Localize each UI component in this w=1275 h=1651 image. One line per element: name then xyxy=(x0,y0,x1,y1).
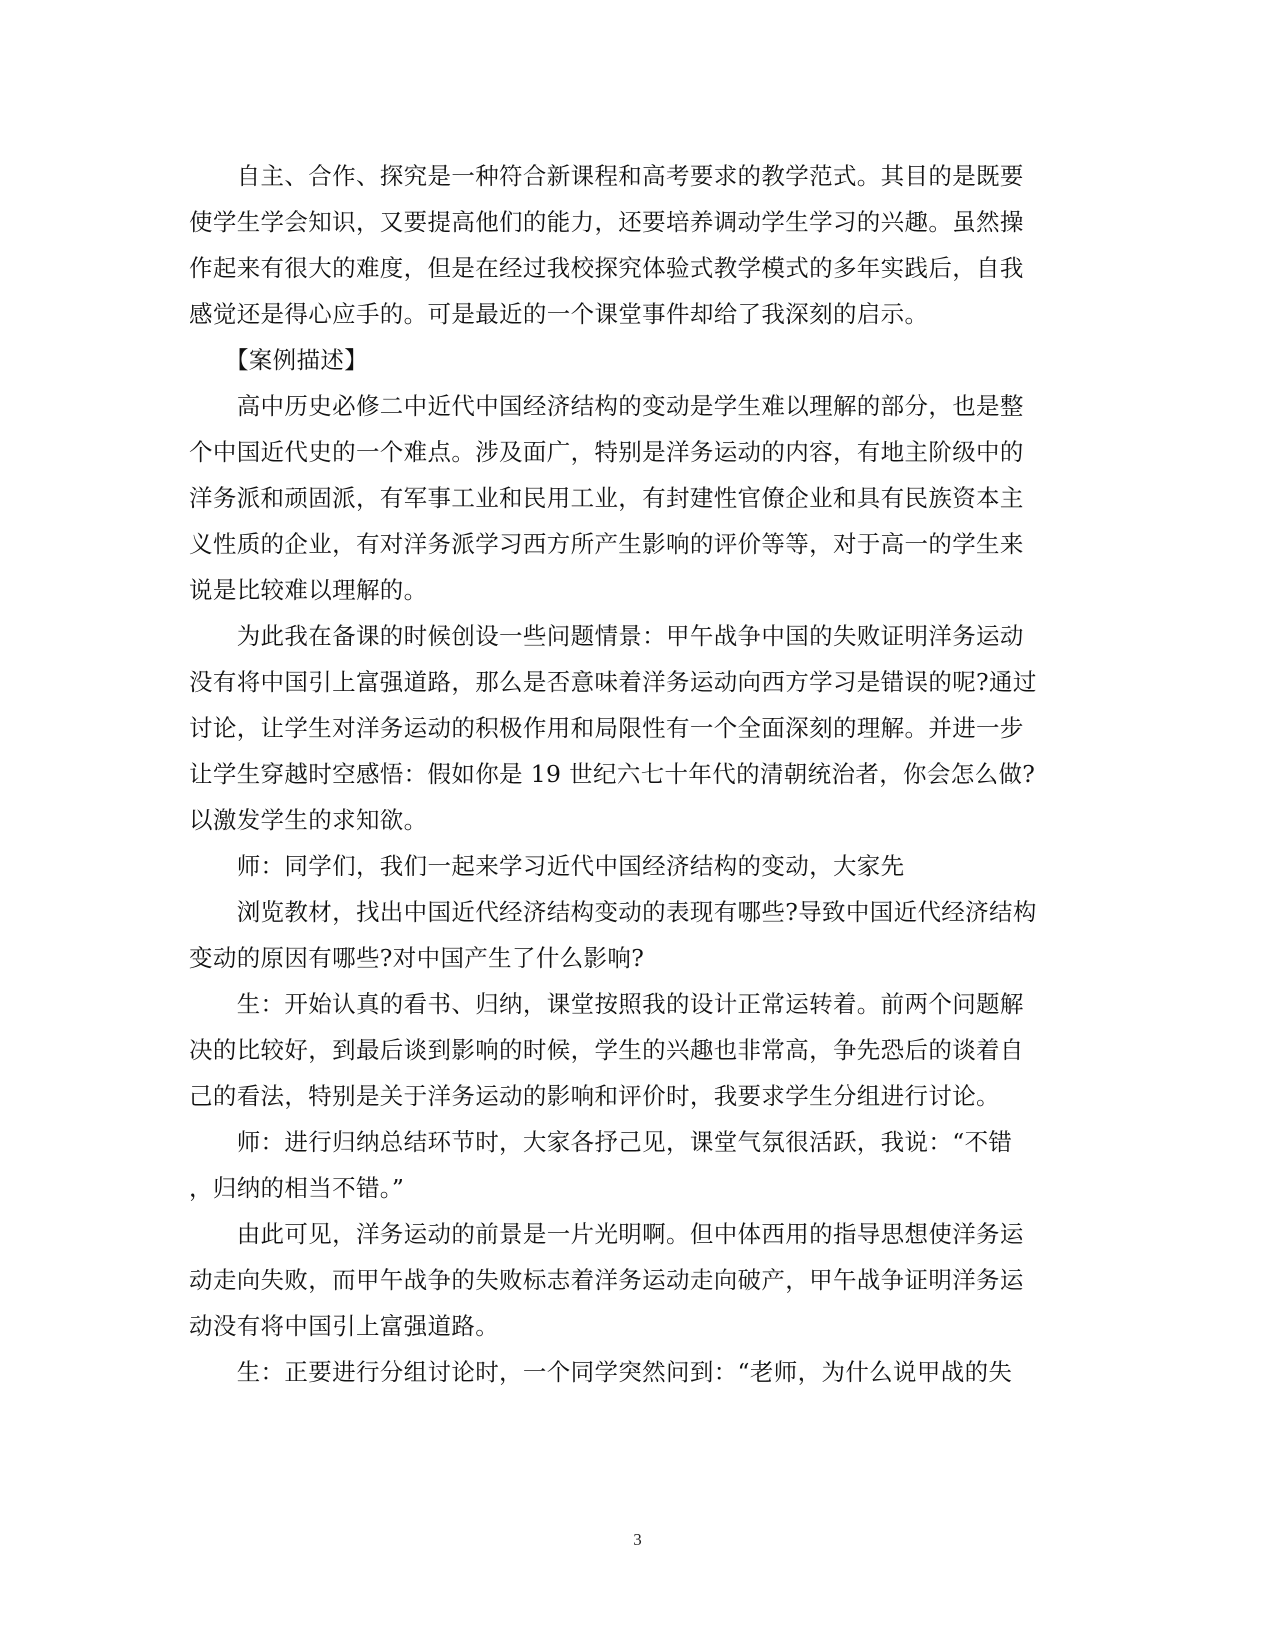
paragraph-line: 说是比较难以理解的。 xyxy=(189,576,428,604)
paragraph-line: 感觉还是得心应手的。可是最近的一个课堂事件却给了我深刻的启示。 xyxy=(189,300,929,328)
paragraph-line: 为此我在备课的时候创设一些问题情景：甲午战争中国的失败证明洋务运动 xyxy=(189,622,1024,650)
paragraph-line: 由此可见，洋务运动的前景是一片光明啊。但中体西用的指导思想使洋务运 xyxy=(189,1220,1024,1248)
paragraph-line: 生：开始认真的看书、归纳，课堂按照我的设计正常运转着。前两个问题解 xyxy=(189,990,1024,1018)
paragraph-line: 生：正要进行分组讨论时，一个同学突然问到：“老师，为什么说甲战的失 xyxy=(189,1358,1013,1386)
paragraph-line: ，归纳的相当不错。” xyxy=(189,1174,405,1202)
paragraph-line: 动走向失败，而甲午战争的失败标志着洋务运动走向破产，甲午战争证明洋务运 xyxy=(189,1266,1024,1294)
paragraph-line: 动没有将中国引上富强道路。 xyxy=(189,1312,500,1340)
paragraph-line: 浏览教材，找出中国近代经济结构变动的表现有哪些?导致中国近代经济结构 xyxy=(189,898,1037,926)
paragraph-line: 让学生穿越时空感悟：假如你是 19 世纪六七十年代的清朝统治者，你会怎么做? xyxy=(189,760,1036,788)
page-number: 3 xyxy=(633,1530,642,1549)
paragraph-line: 使学生学会知识，又要提高他们的能力，还要培养调动学生学习的兴趣。虽然操 xyxy=(189,208,1024,236)
paragraph-line: 自主、合作、探究是一种符合新课程和高考要求的教学范式。其目的是既要 xyxy=(189,162,1024,190)
paragraph-line: 作起来有很大的难度，但是在经过我校探究体验式教学模式的多年实践后，自我 xyxy=(189,254,1024,282)
section-heading: 【案例描述】 xyxy=(189,346,369,374)
paragraph-line: 义性质的企业，有对洋务派学习西方所产生影响的评价等等，对于高一的学生来 xyxy=(189,530,1024,558)
paragraph-line: 师：同学们，我们一起来学习近代中国经济结构的变动，大家先 xyxy=(189,852,905,880)
paragraph-line: 没有将中国引上富强道路，那么是否意味着洋务运动向西方学习是错误的呢?通过 xyxy=(189,668,1037,696)
paragraph-line: 以激发学生的求知欲。 xyxy=(189,806,428,834)
paragraph-line: 讨论，让学生对洋务运动的积极作用和局限性有一个全面深刻的理解。并进一步 xyxy=(189,714,1024,742)
paragraph-line: 师：进行归纳总结环节时，大家各抒己见，课堂气氛很活跃，我说：“不错 xyxy=(189,1128,1013,1156)
paragraph-line: 高中历史必修二中近代中国经济结构的变动是学生难以理解的部分，也是整 xyxy=(189,392,1024,420)
paragraph-line: 洋务派和顽固派，有军事工业和民用工业，有封建性官僚企业和具有民族资本主 xyxy=(189,484,1024,512)
paragraph-line: 变动的原因有哪些?对中国产生了什么影响? xyxy=(189,944,645,972)
paragraph-line: 个中国近代史的一个难点。涉及面广，特别是洋务运动的内容，有地主阶级中的 xyxy=(189,438,1024,466)
paragraph-line: 决的比较好，到最后谈到影响的时候，学生的兴趣也非常高，争先恐后的谈着自 xyxy=(189,1036,1024,1064)
paragraph-line: 己的看法，特别是关于洋务运动的影响和评价时，我要求学生分组进行讨论。 xyxy=(189,1082,1000,1110)
